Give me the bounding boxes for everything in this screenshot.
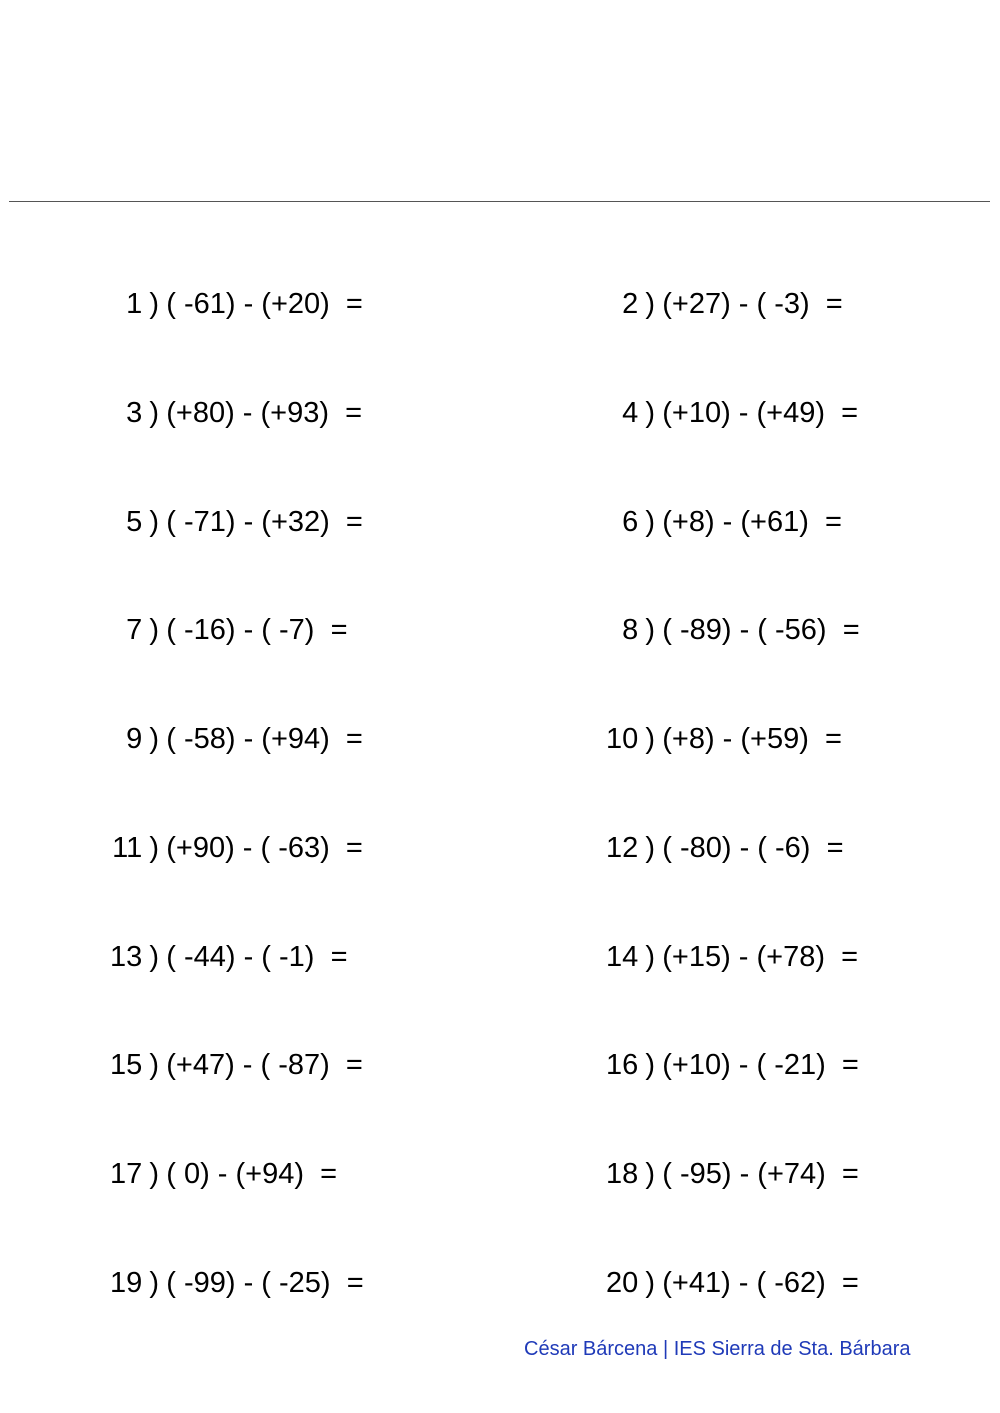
exercise-expression: ( -58) - (+94) = — [166, 723, 363, 755]
exercise-paren: ) — [149, 1049, 160, 1081]
exercise-paren: ) — [645, 832, 656, 864]
exercise-number: 7 — [126, 614, 143, 646]
exercise-paren: ) — [149, 723, 160, 755]
exercise-number: 8 — [622, 614, 639, 646]
exercise-expression: (+10) - ( -21) = — [662, 1049, 859, 1081]
exercise-item — [556, 353, 859, 429]
exercise-paren: ) — [149, 288, 160, 320]
exercise-paren: ) — [645, 941, 656, 973]
exercise-paren: ) — [149, 397, 160, 429]
exercise-paren: ) — [645, 506, 656, 538]
exercise-item — [60, 1223, 364, 1299]
exercise-expression: (+8) - (+59) = — [662, 723, 842, 755]
exercise-number: 3 — [126, 397, 143, 429]
exercise-number: 20 — [605, 1267, 639, 1299]
exercise-item — [556, 570, 860, 646]
exercise-paren: ) — [645, 288, 656, 320]
exercise-number: 5 — [126, 506, 143, 538]
exercise-item — [556, 788, 844, 864]
exercise-number: 6 — [622, 506, 639, 538]
exercise-item — [556, 679, 842, 755]
exercise-number: 15 — [109, 1049, 143, 1081]
exercise-expression: ( -99) - ( -25) = — [166, 1267, 364, 1299]
exercise-number: 11 — [112, 832, 143, 864]
exercise-item — [60, 679, 363, 755]
exercise-item — [556, 897, 859, 973]
exercise-expression: ( -16) - ( -7) = — [166, 614, 348, 646]
exercise-number: 9 — [126, 723, 143, 755]
exercise-number: 12 — [605, 832, 639, 864]
exercise-number: 2 — [622, 288, 639, 320]
footer-credit: César Bárcena | IES Sierra de Sta. Bárbara — [524, 1338, 911, 1360]
exercise-paren: ) — [149, 1267, 160, 1299]
exercise-paren: ) — [645, 614, 656, 646]
exercise-item — [556, 462, 842, 538]
exercise-paren: ) — [149, 506, 160, 538]
exercise-item — [60, 462, 363, 538]
exercise-item — [556, 1005, 859, 1081]
exercise-number: 17 — [109, 1158, 143, 1190]
exercise-expression: ( -95) - (+74) = — [662, 1158, 859, 1190]
exercise-expression: ( -61) - (+20) = — [166, 288, 363, 320]
exercise-expression: (+10) - (+49) = — [662, 397, 859, 429]
exercise-number: 13 — [109, 941, 143, 973]
exercise-expression: ( -44) - ( -1) = — [166, 941, 348, 973]
exercise-paren: ) — [149, 832, 160, 864]
exercise-paren: ) — [645, 1158, 656, 1190]
exercise-item — [60, 353, 363, 429]
exercise-number: 18 — [605, 1158, 639, 1190]
exercise-item — [60, 570, 348, 646]
exercise-paren: ) — [645, 1267, 656, 1299]
exercise-expression: (+80) - (+93) = — [166, 397, 363, 429]
exercise-number: 14 — [605, 941, 639, 973]
exercise-expression: (+15) - (+78) = — [662, 941, 859, 973]
exercise-item — [60, 244, 363, 320]
exercise-expression: (+27) - ( -3) = — [662, 288, 843, 320]
exercise-number: 1 — [126, 288, 143, 320]
exercise-expression: ( -80) - ( -6) = — [662, 832, 844, 864]
exercise-number: 10 — [605, 723, 639, 755]
exercise-expression: ( 0) - (+94) = — [166, 1158, 338, 1190]
exercise-number: 19 — [109, 1267, 143, 1299]
exercise-paren: ) — [149, 941, 160, 973]
exercise-expression: (+8) - (+61) = — [662, 506, 842, 538]
exercise-item — [556, 1114, 859, 1190]
exercise-paren: ) — [149, 614, 160, 646]
exercise-expression: ( -71) - (+32) = — [166, 506, 363, 538]
exercise-number: 4 — [622, 397, 639, 429]
exercise-paren: ) — [645, 397, 656, 429]
exercise-item — [60, 897, 348, 973]
exercise-item — [60, 788, 363, 864]
exercise-item — [556, 244, 843, 320]
exercise-item — [60, 1005, 363, 1081]
exercise-number: 16 — [605, 1049, 639, 1081]
exercise-expression: (+41) - ( -62) = — [662, 1267, 859, 1299]
exercise-item — [556, 1223, 859, 1299]
exercise-expression: ( -89) - ( -56) = — [662, 614, 860, 646]
exercise-paren: ) — [149, 1158, 160, 1190]
exercise-paren: ) — [645, 1049, 656, 1081]
exercise-expression: (+90) - ( -63) = — [166, 832, 363, 864]
exercise-paren: ) — [645, 723, 656, 755]
exercise-expression: (+47) - ( -87) = — [166, 1049, 363, 1081]
exercise-item — [60, 1114, 338, 1190]
